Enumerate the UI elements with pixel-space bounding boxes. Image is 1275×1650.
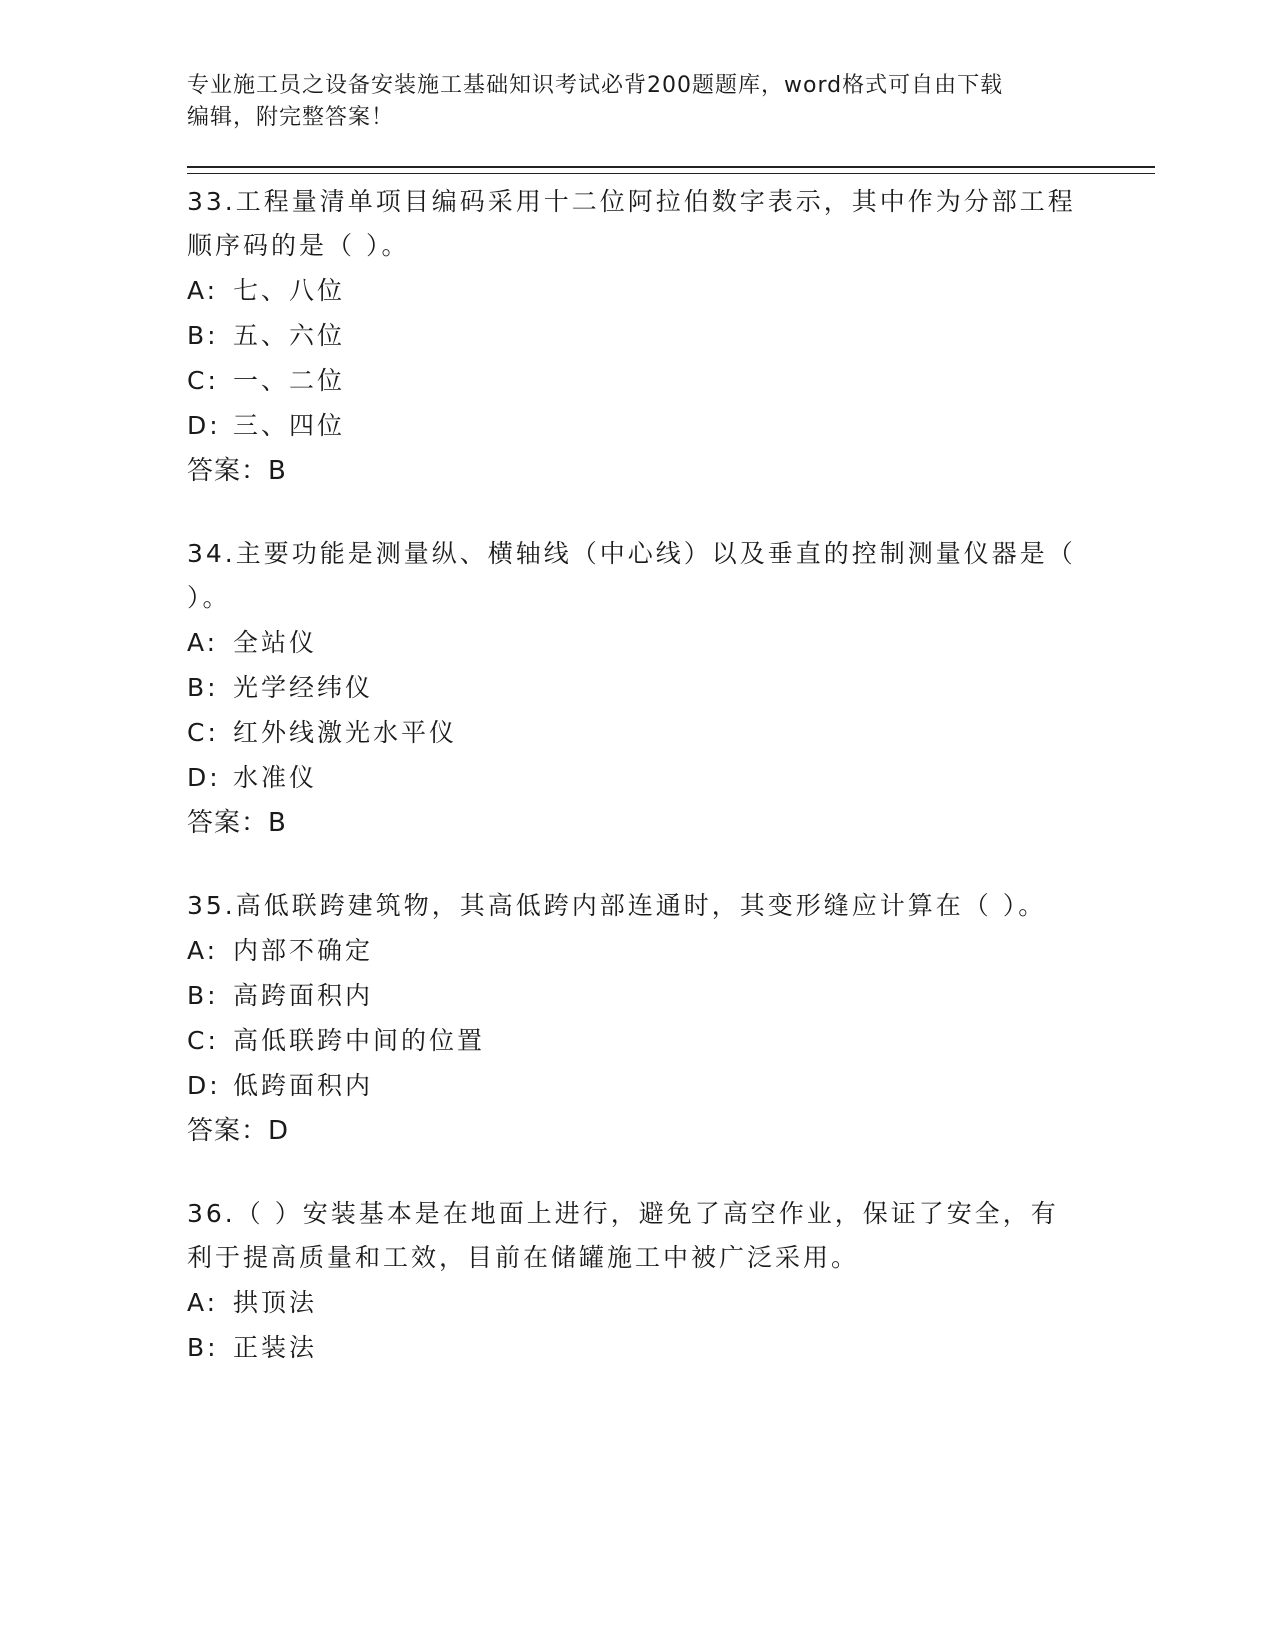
- option-text: 一、二位: [233, 366, 346, 395]
- option-key: D:: [187, 411, 221, 440]
- option-a: [187, 620, 1147, 665]
- question-36: [187, 1192, 1147, 1370]
- document-page: [187, 70, 1147, 1408]
- option-key: C:: [187, 718, 219, 747]
- option-text: 内部不确定: [233, 936, 374, 965]
- answer-line: 答案：B: [187, 456, 287, 486]
- option-key: C:: [187, 366, 219, 395]
- option-key: A:: [187, 936, 219, 965]
- option-key: B:: [187, 321, 219, 350]
- option-text: 七、八位: [233, 276, 346, 305]
- option-key: B:: [187, 981, 219, 1010]
- question-34: [187, 532, 1147, 846]
- option-key: B:: [187, 1333, 219, 1362]
- option-text: 全站仪: [233, 628, 318, 657]
- option-c: [187, 1018, 1147, 1063]
- option-text: 五、六位: [233, 321, 346, 350]
- answer-line: 答案：B: [187, 808, 287, 838]
- option-text: 水准仪: [233, 763, 318, 792]
- option-key: A:: [187, 628, 219, 657]
- option-c: [187, 358, 1147, 403]
- option-b: [187, 973, 1147, 1018]
- option-key: D:: [187, 1071, 221, 1100]
- question-stem: 34.主要功能是测量纵、横轴线（中心线）以及垂直的控制测量仪器是（ ）。: [187, 539, 1076, 612]
- answer-line: 答案：D: [187, 1116, 290, 1146]
- option-text: 低跨面积内: [233, 1071, 374, 1100]
- header-line-1: 专业施工员之设备安装施工基础知识考试必背200题题库，word格式可自由下载: [187, 73, 1004, 98]
- option-key: A:: [187, 1288, 219, 1317]
- option-text: 高低联跨中间的位置: [233, 1026, 486, 1055]
- option-text: 红外线激光水平仪: [233, 718, 458, 747]
- option-a: [187, 268, 1147, 313]
- header-line-2: 编辑，附完整答案！: [187, 105, 395, 130]
- option-key: D:: [187, 763, 221, 792]
- document-header: [187, 70, 1067, 134]
- option-c: [187, 710, 1147, 755]
- option-d: [187, 755, 1147, 800]
- option-text: 高跨面积内: [233, 981, 374, 1010]
- option-text: 光学经纬仪: [233, 673, 374, 702]
- question-stem: 35.高低联跨建筑物，其高低跨内部连通时，其变形缝应计算在（ ）。: [187, 891, 1047, 920]
- option-text: 正装法: [233, 1333, 318, 1362]
- option-text: 拱顶法: [233, 1288, 318, 1317]
- option-a: [187, 1280, 1147, 1325]
- question-stem: 36.（ ）安装基本是在地面上进行，避免了高空作业，保证了安全，有利于提高质量和工效，目前在储罐施工中被广泛采用。: [187, 1199, 1059, 1272]
- option-b: [187, 1325, 1147, 1370]
- option-text: 三、四位: [233, 411, 346, 440]
- option-key: B:: [187, 673, 219, 702]
- option-b: [187, 313, 1147, 358]
- question-33: [187, 180, 1147, 494]
- question-35: [187, 884, 1147, 1154]
- option-key: A:: [187, 276, 219, 305]
- option-key: C:: [187, 1026, 219, 1055]
- header-divider: [187, 166, 1155, 174]
- option-b: [187, 665, 1147, 710]
- option-d: [187, 403, 1147, 448]
- option-a: [187, 928, 1147, 973]
- question-stem: 33.工程量清单项目编码采用十二位阿拉伯数字表示，其中作为分部工程顺序码的是（ ）。: [187, 187, 1076, 260]
- option-d: [187, 1063, 1147, 1108]
